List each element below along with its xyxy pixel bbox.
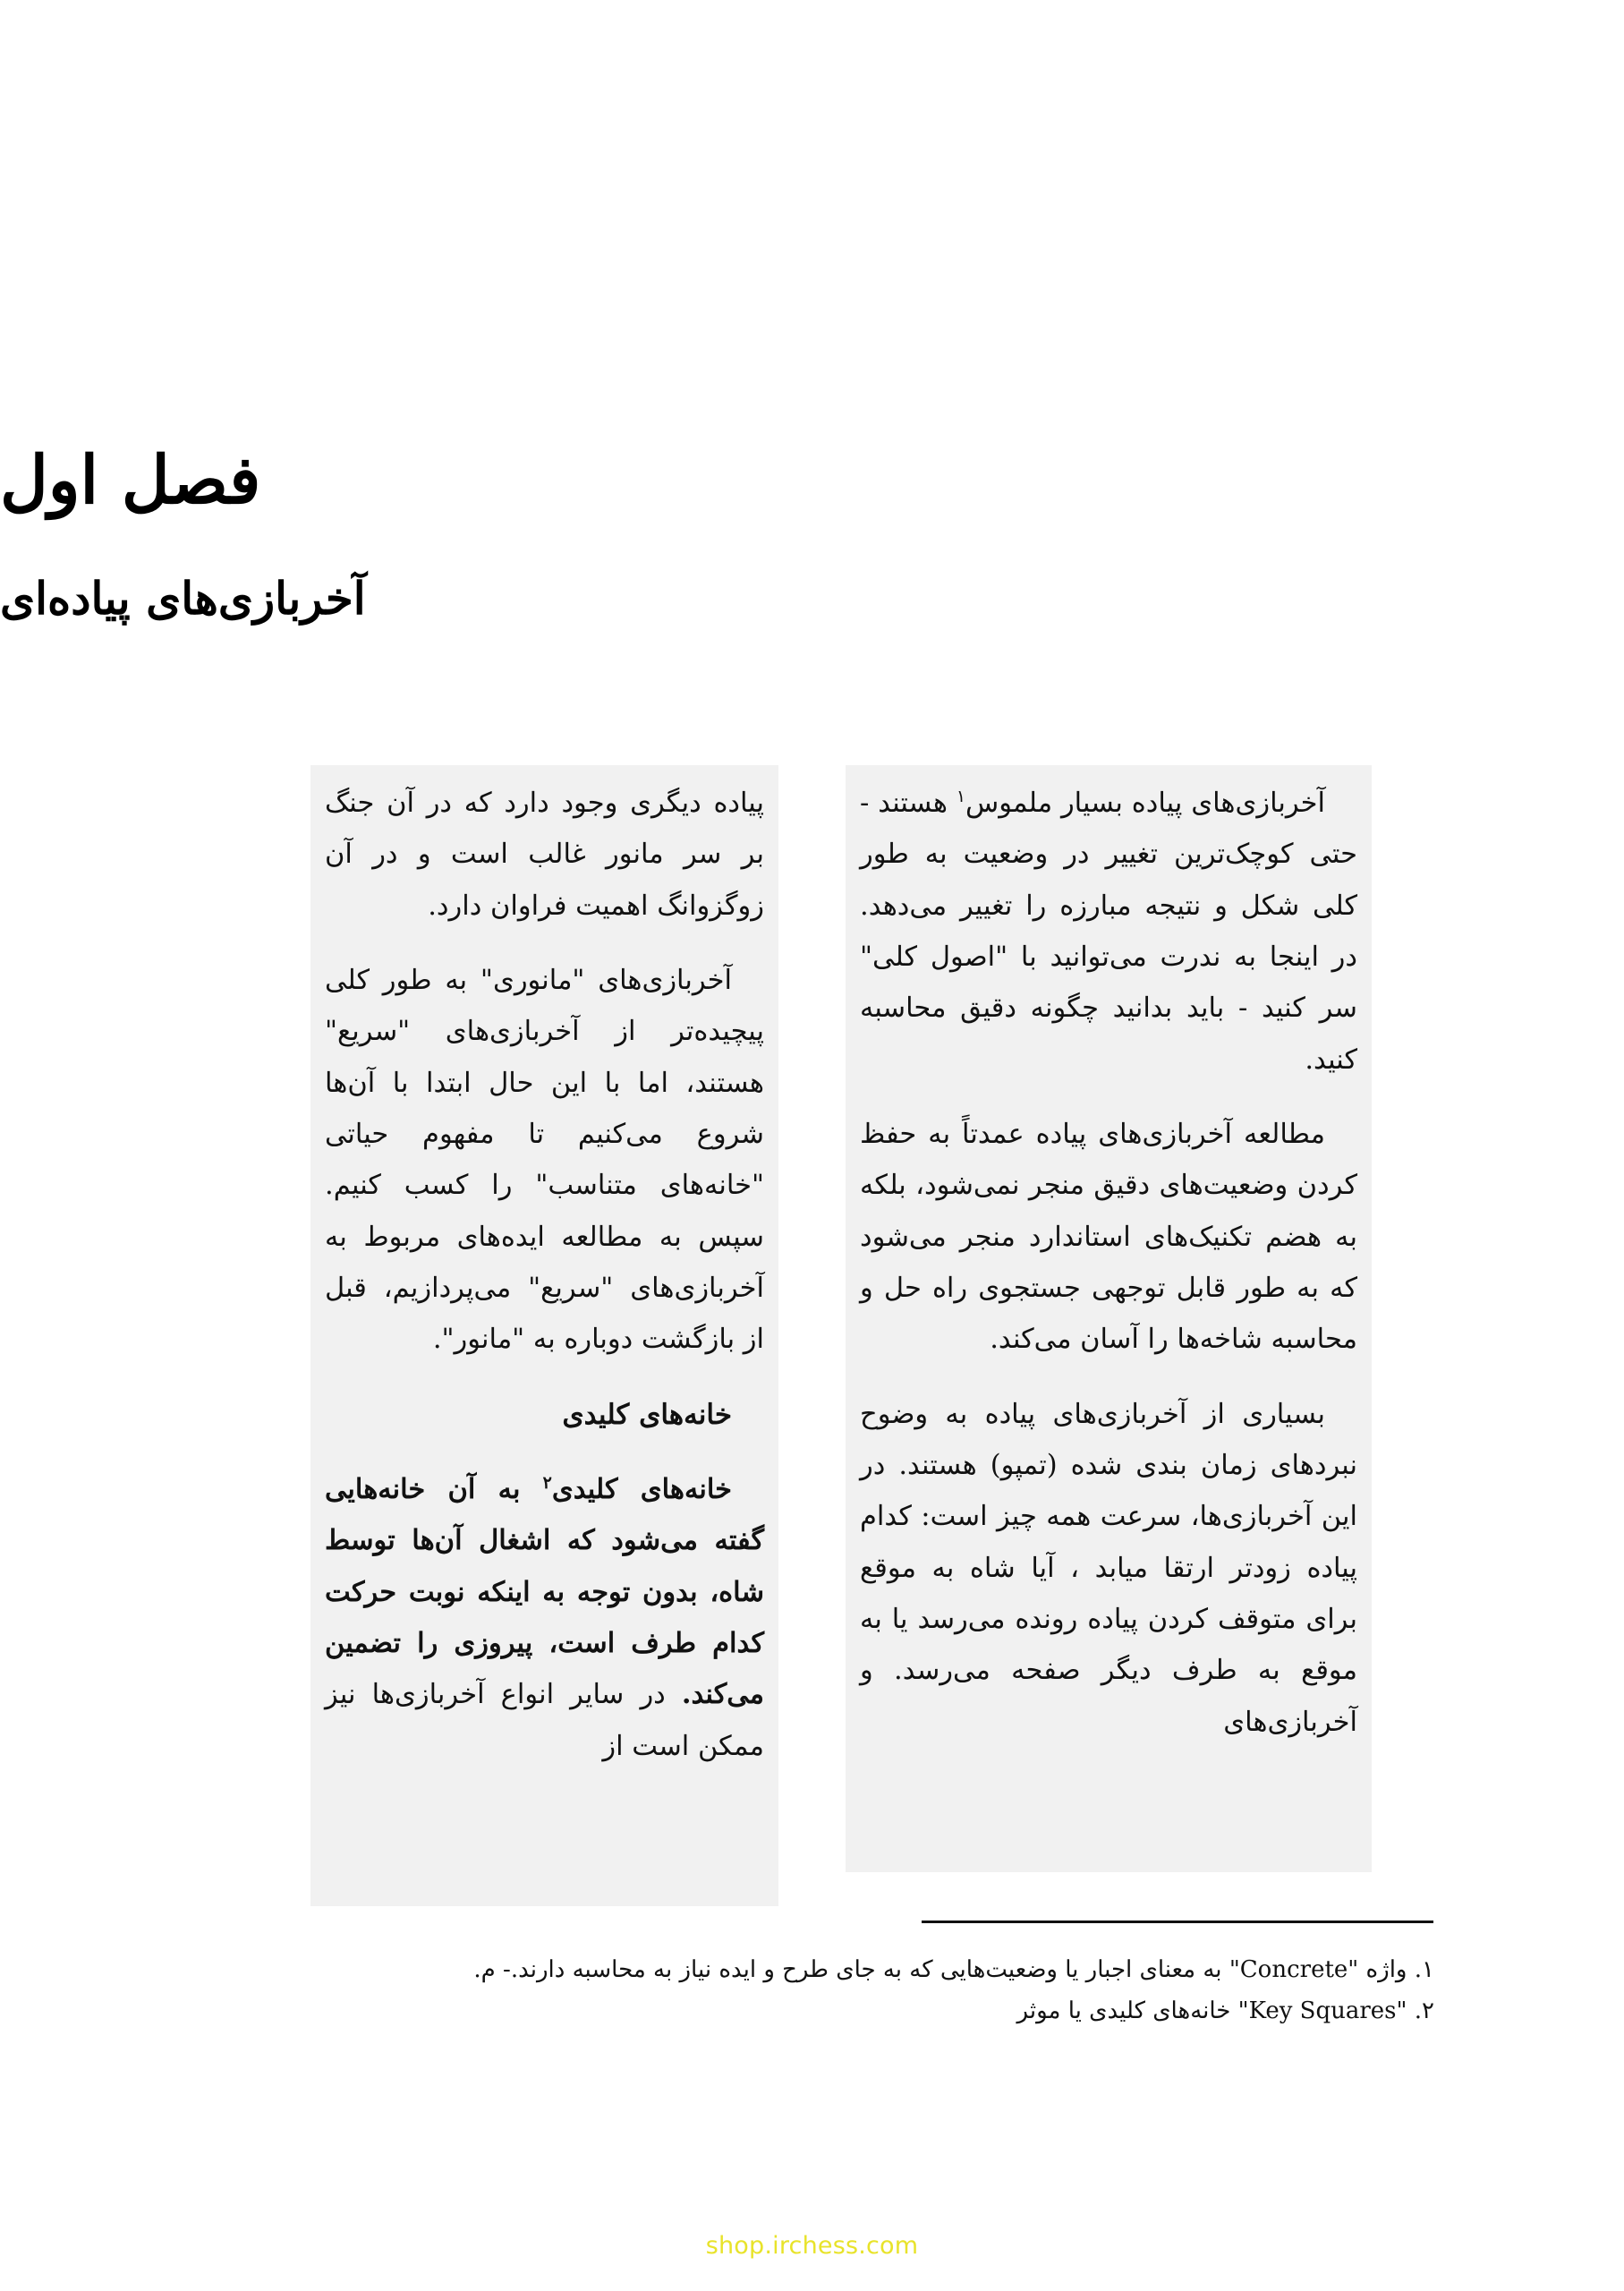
paragraph-left-3-tail: در سایر انواع آخربازی‌ها نیز ممکن است از [325,1679,764,1762]
footnote-2-term: "Key Squares" [1237,1997,1407,2025]
paragraph-right-1-lead: آخربازی‌های پیاده بسیار ملموس [965,788,1326,819]
column-right [846,765,1372,1872]
footnote-list [255,1951,1434,2030]
footnote-separator [922,1921,1433,1923]
footnote-1-term: "Concrete" [1229,1956,1359,1983]
paragraph-left-1: پیاده دیگری وجود دارد که در آن جنگ بر سر مانور غالب است و در آن زوگزوانگ اهمیت فراوان دارد. [325,788,764,922]
body-columns [0,765,1624,1920]
paragraph-left-2: آخربازی‌های "مانوری" به طور کلی پیچیده‌تر از آخربازی‌های "سریع" هستند، اما با این حال ابتدا با آن‌ها شروع می‌کنیم تا مفهوم حیاتی "خانه‌های متناسب" را کسب کنیم. سپس به مطالعه ایده‌های مربوط به آخربازی‌های "سریع" می‌پردازیم، قبل از بازگشت دوباره به "مانور". [325,964,764,1356]
site-watermark [0,2232,1624,2260]
watermark-text: shop.irchess.com [705,2232,919,2260]
chapter-subtitle [0,573,1078,625]
chapter-title [0,442,1373,519]
paragraph-right-1 [860,778,1357,1086]
column-left [310,765,778,1906]
key-squares-term: خانه‌های کلیدی [551,1472,732,1505]
footnote-1-pre: واژه [1358,1956,1415,1983]
footnote-1-post: به معنای اجبار یا وضعیت‌هایی که به جای طرح و ایده نیاز به محاسبه دارند.- م. [473,1956,1229,1983]
footnote-marker-1: ۱ [956,786,965,806]
footnote-2-post: خانه‌های کلیدی یا موثر [1016,1997,1238,2025]
chapter-title-text: فصل اول [0,442,261,519]
paragraph-right-3: بسیاری از آخربازی‌های پیاده به وضوح نبردهای زمان بندی شده (تمپو) هستند. در این آخربازی‌ها، سرعت همه چیز است: کدام پیاده زودتر ارتقا میابد ، آیا شاه به موقع برای متوقف کردن پیاده رونده می‌رسد یا به موقع به طرف دیگر صفحه می‌رسد. و آخربازی‌های [860,1398,1357,1738]
footnote-1-number: ۱. [1414,1956,1434,1983]
footnote-item-1 [255,1951,1434,1989]
chapter-subtitle-text: آخربازی‌های پیاده‌ای [0,572,366,625]
key-squares-definition: به آن خانه‌هایی گفته می‌شود که اشغال آن‌ها توسط شاه، بدون توجه به اینکه نوبت حرکت کدام طرف است، پیروزی را تضمین می‌کند. [325,1472,764,1711]
footnote-marker-2: ۲ [542,1472,552,1493]
footnote-2-pre [1407,1997,1415,2024]
paragraph-left-3 [325,1464,764,1772]
paragraph-right-1-rest: هستند - حتی کوچک‌ترین تغییر در وضعیت به طور کلی شکل و نتیجه مبارزه را تغییر می‌دهد. در اینجا به ندرت می‌توانید با "اصول کلی" سر کنید - باید بدانید چگونه دقیق محاسبه کنید. [860,788,1357,1076]
footnote-item-2 [255,1992,1434,2030]
paragraph-right-2: مطالعه آخربازی‌های پیاده عمدتاً به حفظ کردن وضعیت‌های دقیق منجر نمی‌شود، بلکه به هضم تکنیک‌های استاندارد منجر می‌شود که به طور قابل توجهی جستجوی راه حل و محاسبه شاخه‌ها را آسان می‌کند. [860,1118,1357,1356]
footnote-2-number: ۲. [1414,1997,1434,2025]
section-heading-key-squares: خانه‌های کلیدی [562,1398,732,1431]
